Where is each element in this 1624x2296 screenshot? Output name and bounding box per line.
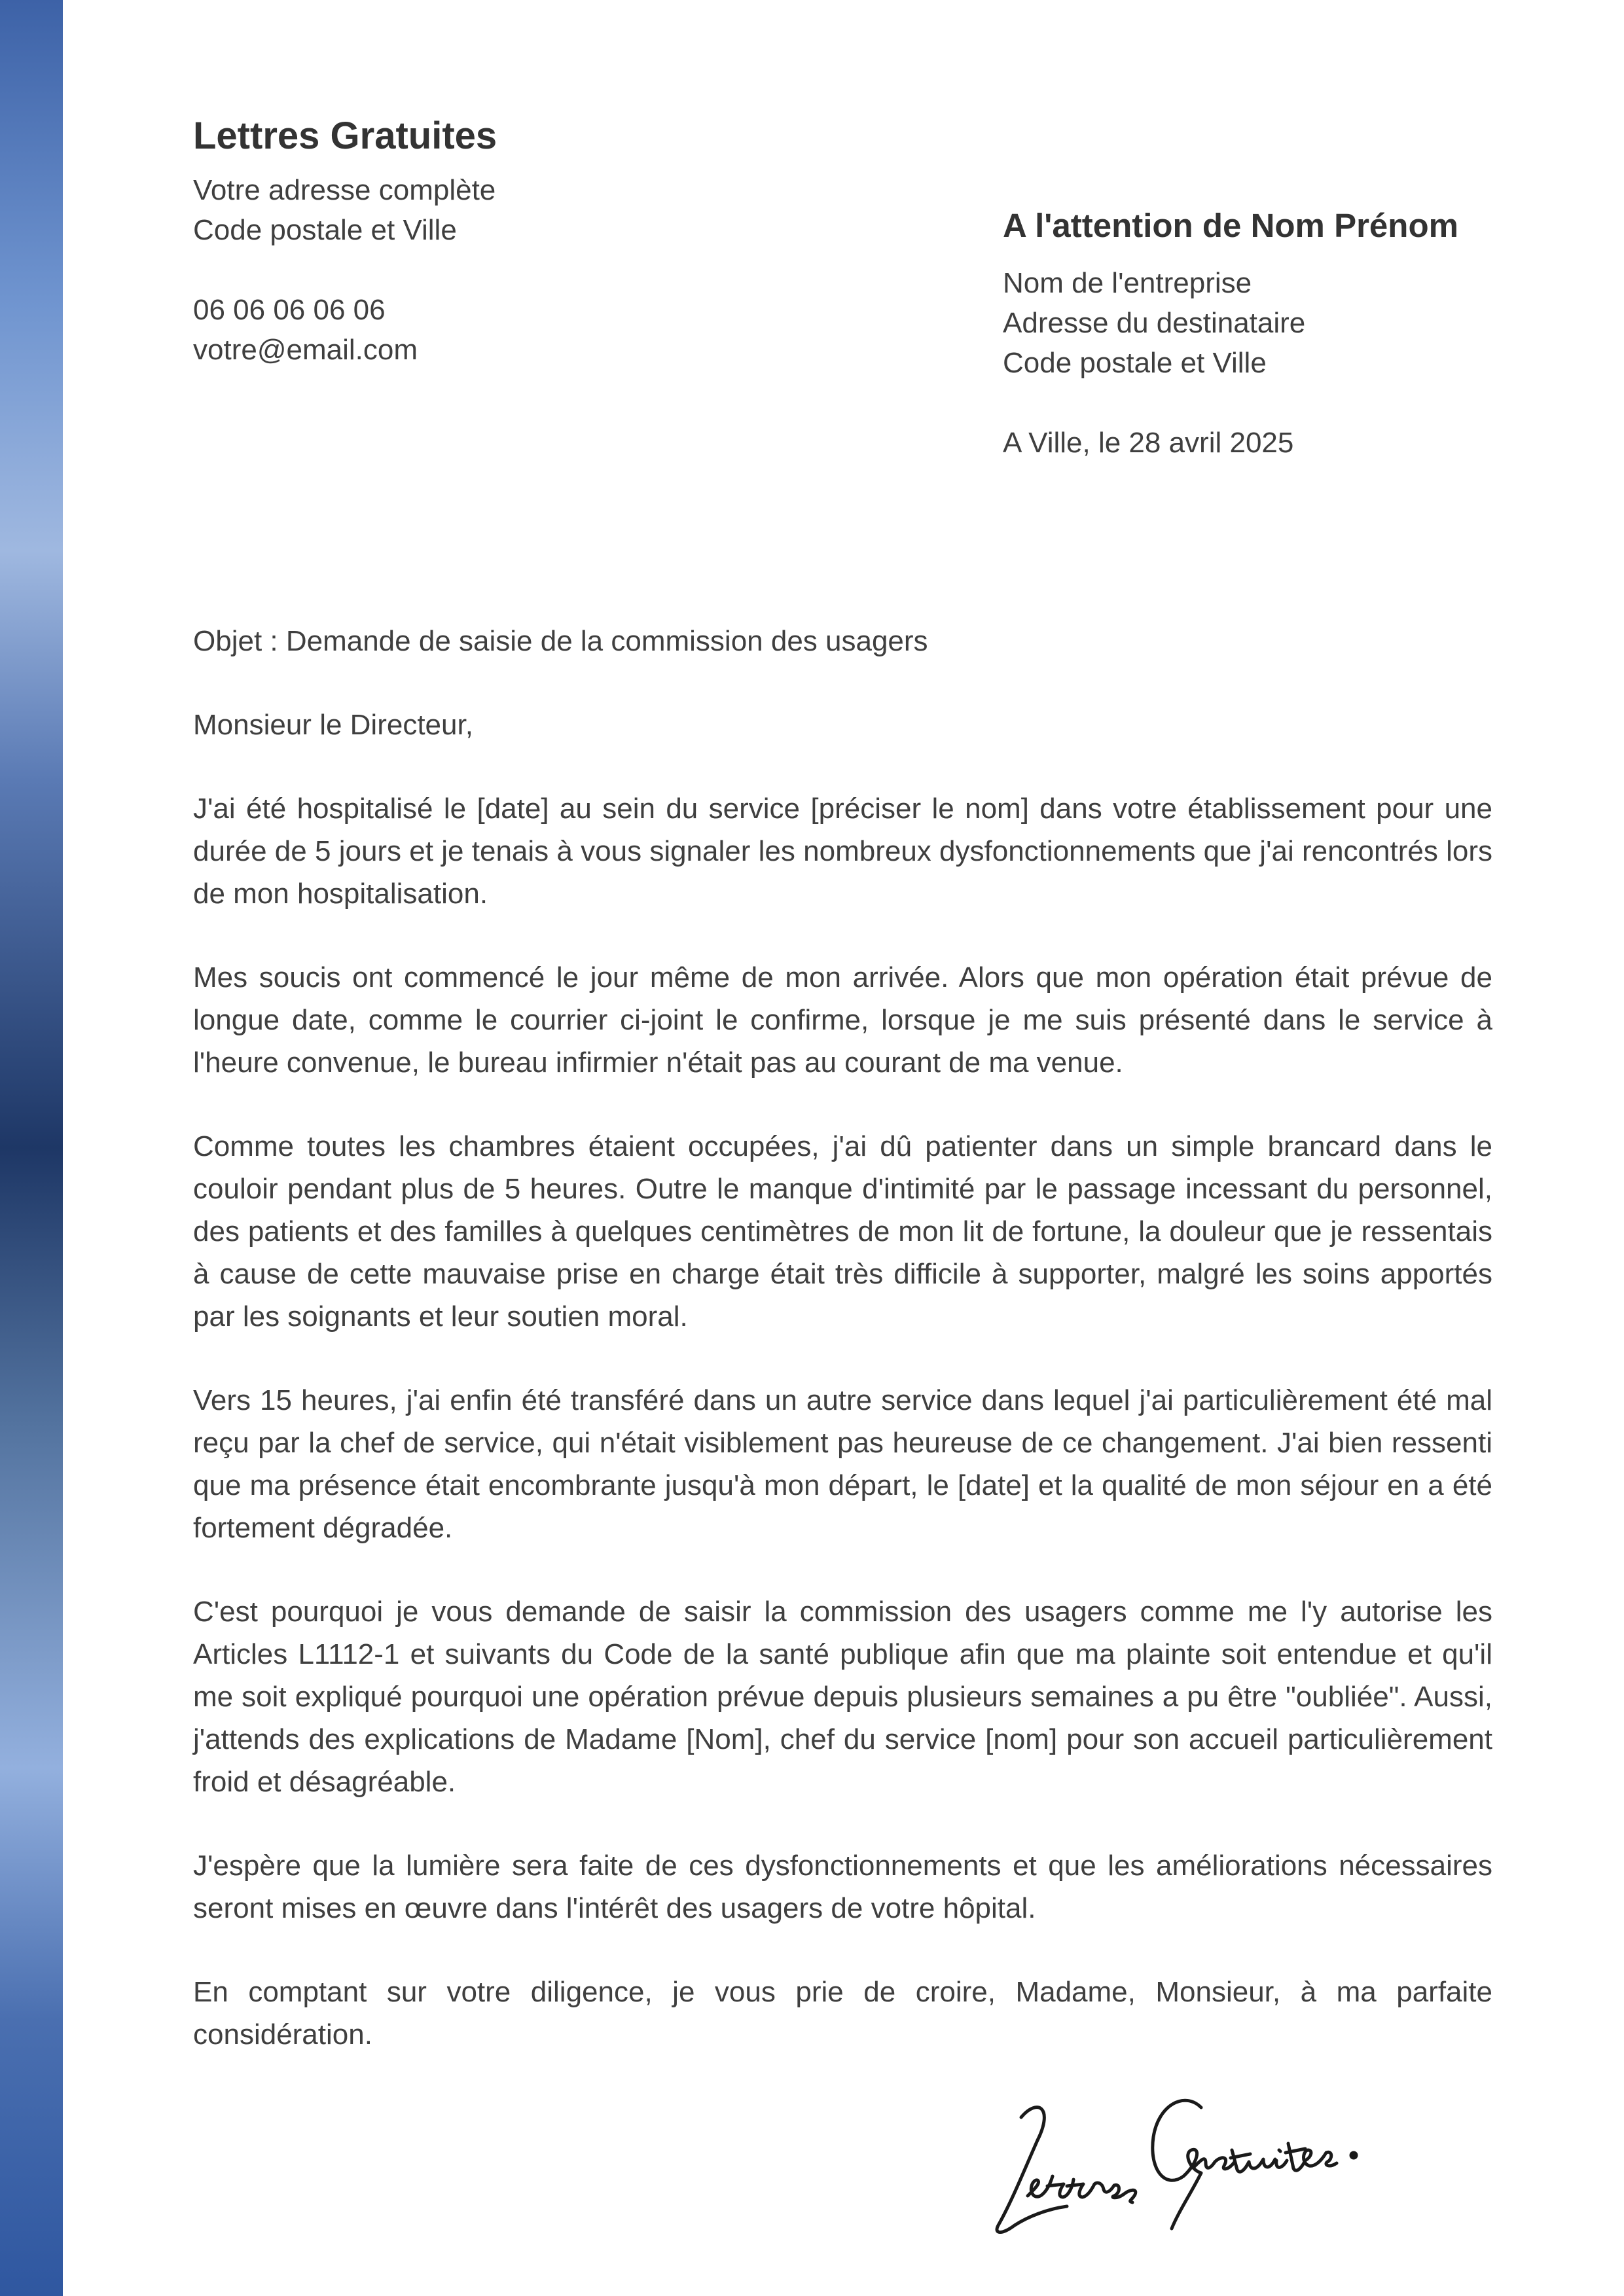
recipient-company: Nom de l'entreprise xyxy=(1003,267,1252,299)
letter-paragraph: J'espère que la lumière sera faite de ces dysfonctionnements et que les améliorations nécessaires seront mises en œuvre dans l'intérêt des usagers de votre hôpital. xyxy=(193,1850,1492,1924)
decorative-side-band xyxy=(0,0,63,2296)
letter-paragraph: C'est pourquoi je vous demande de saisir la commission des usagers comme me l'y autorise les Articles L1112-1 et suivants du Code de la santé publique afin que ma plainte soit entendue et qu'il me soit expliqué pourquoi une opération prévue depuis plusieurs semaines a pu être "oubliée". Aussi, j'attends des explications de Madame [Nom], chef du service [nom] pour son accueil particulièrement froid et désagréable. xyxy=(193,1596,1492,1798)
letter-subject: Objet : Demande de saisie de la commission des usagers xyxy=(193,625,928,657)
letter-date-place: A Ville, le 28 avril 2025 xyxy=(1003,427,1294,459)
signature-icon xyxy=(975,2078,1368,2248)
recipient-block xyxy=(1003,203,1559,463)
sender-name: Lettres Gratuites xyxy=(193,115,497,157)
recipient-attention: A l'attention de Nom Prénom xyxy=(1003,207,1458,244)
letter-paragraph: J'ai été hospitalisé le [date] au sein du service [préciser le nom] dans votre établissement pour une durée de 5 jours et je tenais à vous signaler les nombreux dysfonctionnements que j'ai rencontrés lors de mon hospitalisation. xyxy=(193,793,1492,910)
sender-phone: 06 06 06 06 06 xyxy=(193,294,386,326)
letter-paragraph: Mes soucis ont commencé le jour même de mon arrivée. Alors que mon opération était prévue de longue date, comme le courrier ci-joint le confirme, lorsque je me suis présenté dans le service à l'heure convenue, le bureau infirmier n'était pas au courant de ma venue. xyxy=(193,961,1492,1079)
recipient-city: Code postale et Ville xyxy=(1003,347,1267,379)
recipient-address: Adresse du destinataire xyxy=(1003,307,1306,339)
letter-salutation: Monsieur le Directeur, xyxy=(193,709,473,741)
letter-body xyxy=(193,620,1492,2097)
letter-closing: En comptant sur votre diligence, je vous prie de croire, Madame, Monsieur, à ma parfaite considération. xyxy=(193,1976,1492,2051)
sender-address-line1: Votre adresse complète xyxy=(193,174,496,206)
sender-address-line2: Code postale et Ville xyxy=(193,214,457,246)
handwritten-signature xyxy=(975,2078,1368,2248)
sender-block xyxy=(193,110,782,370)
letter-paragraph: Comme toutes les chambres étaient occupées, j'ai dû patienter dans un simple brancard dans le couloir pendant plus de 5 heures. Outre le manque d'intimité par le passage incessant du personnel, des patients et des familles à quelques centimètres de mon lit de fortune, la douleur que je ressentais à cause de cette mauvaise prise en charge était très difficile à supporter, malgré les soins apportés par les soignants et leur soutien moral. xyxy=(193,1130,1492,1333)
sender-email: votre@email.com xyxy=(193,334,418,366)
letter-paragraph: Vers 15 heures, j'ai enfin été transféré dans un autre service dans lequel j'ai particulièrement été mal reçu par la chef de service, qui n'était visiblement pas heureuse de ce changement. J'ai bien ressenti que ma présence était encombrante jusqu'à mon départ, le [date] et la qualité de mon séjour en a été fortement dégradée. xyxy=(193,1384,1492,1544)
